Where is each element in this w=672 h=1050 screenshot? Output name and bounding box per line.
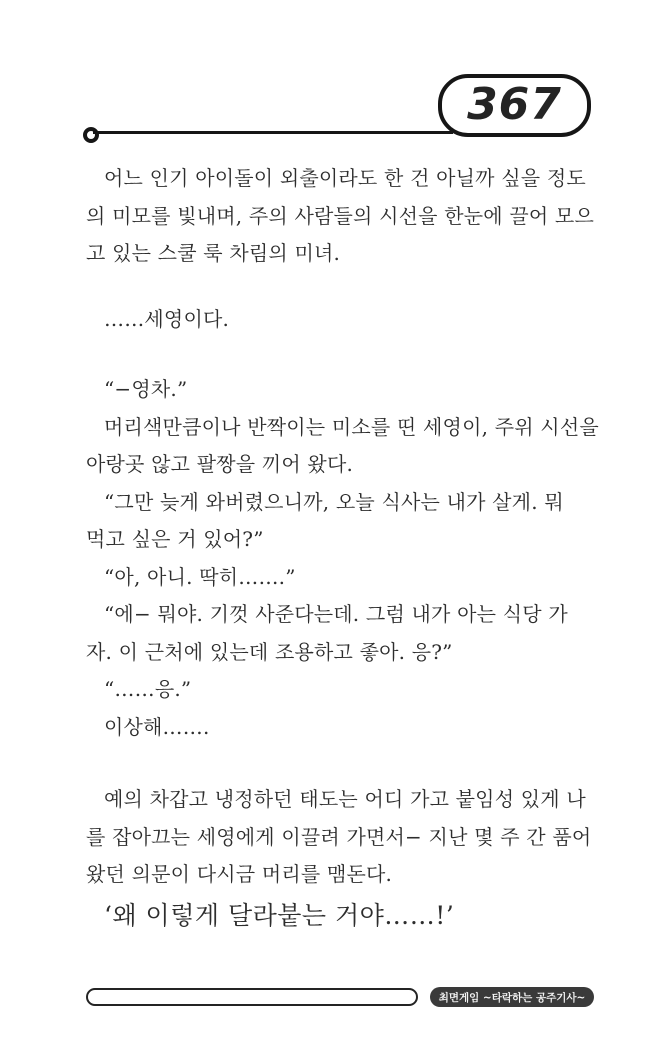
text-line: “에− 뭐야. 기껏 사준다는데. 그럼 내가 아는 식당 가 (104, 602, 568, 626)
footer-capsule (86, 988, 418, 1006)
text-line: “그만 늦게 와버렸으니까, 오늘 식사는 내가 살게. 뭐 (104, 489, 564, 514)
text-line: “아, 아니. 딱히…….” (104, 564, 296, 589)
text-line: 이상해……. (104, 714, 210, 739)
paragraph-gap (86, 338, 596, 371)
text-line: “−영차.” (104, 377, 188, 401)
text-line: 를 잡아끄는 세영에게 이끌려 가면서− 지난 몇 주 간 품어 (86, 824, 592, 849)
text-line: 아랑곳 않고 팔짱을 끼어 왔다. (86, 452, 354, 476)
text-line-emphasis: ‘왜 이렇게 달라붙는 거야……!’ (104, 900, 455, 930)
series-title-text: 최면게임 ~타락하는 공주기사~ (438, 991, 586, 1004)
header-rule (93, 131, 453, 134)
page-body (86, 160, 599, 938)
paragraph-gap (86, 746, 596, 781)
page-number-badge (438, 74, 591, 137)
text-line: 의 미모를 빛내며, 주의 사람들의 시선을 한눈에 끌어 모으 (86, 203, 594, 228)
text-line: 머리색만큼이나 반짝이는 미소를 띤 세영이, 주위 시선을 (104, 414, 599, 439)
header-line-end-ring (83, 127, 99, 143)
text-line: 고 있는 스쿨 룩 차림의 미녀. (86, 241, 341, 265)
text-line: 어느 인기 아이돌이 외출이라도 한 건 아닐까 싶을 정도 (104, 166, 586, 190)
text-line: 왔던 의문이 다시금 머리를 맴돈다. (86, 862, 393, 886)
page-number: 367 (467, 79, 562, 130)
paragraph-gap (86, 273, 596, 301)
text-line: 예의 차갑고 냉정하던 태도는 어디 가고 붙임성 있게 나 (104, 787, 586, 811)
text-line: ……세영이다. (104, 306, 230, 331)
series-title-tag (430, 987, 594, 1007)
text-line: 먹고 싶은 거 있어?” (86, 527, 264, 551)
text-line: “……응.” (104, 677, 192, 701)
text-line: 자. 이 근처에 있는데 조용하고 좋아. 응?” (86, 639, 453, 664)
